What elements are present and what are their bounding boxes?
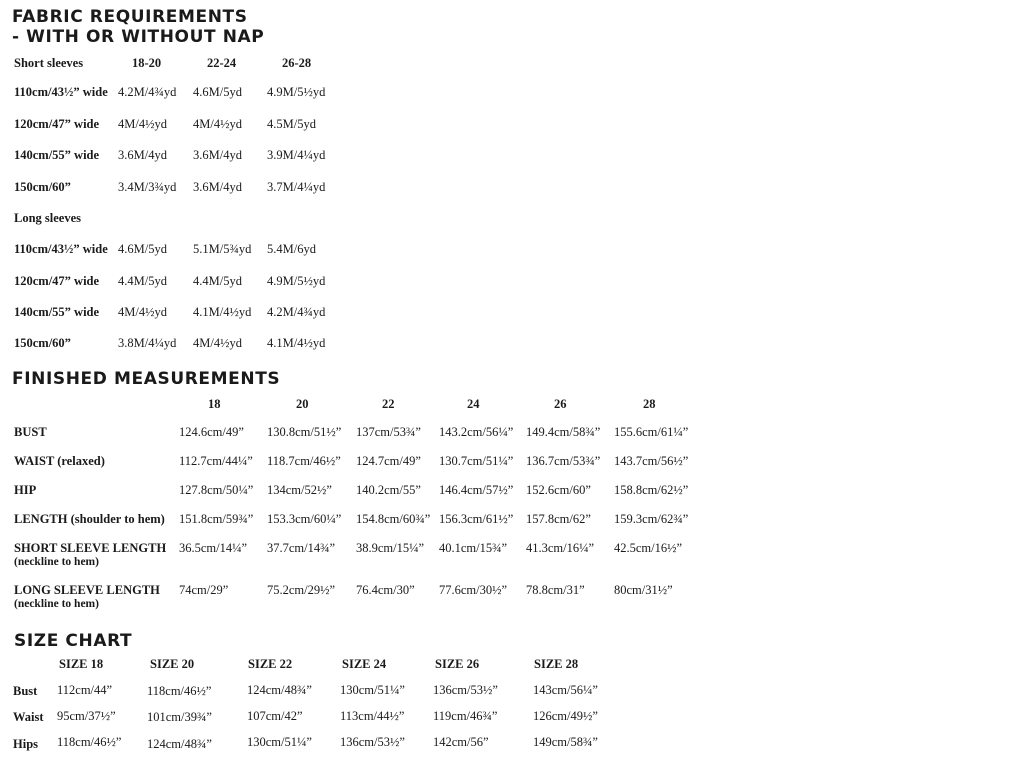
size-col-header: SIZE 24	[342, 657, 387, 671]
fabric-heading-line2: - WITH OR WITHOUT NAP	[12, 27, 265, 47]
fabric-width-label: 150cm/60”	[14, 180, 71, 194]
fabric-cell: 4.9M/5½yd	[267, 85, 326, 99]
size-col-header: SIZE 28	[534, 657, 579, 671]
fabric-cell: 3.6M/4yd	[193, 180, 242, 194]
fabric-cell: 4.9M/5½yd	[267, 274, 326, 288]
fabric-cell: 4M/4½yd	[193, 117, 242, 131]
fabric-cell: 3.4M/3¾yd	[118, 180, 177, 194]
finished-cell: 152.6cm/60”	[526, 483, 591, 497]
finished-cell: 124.7cm/49”	[356, 454, 421, 468]
fabric-cell: 4.4M/5yd	[193, 274, 242, 288]
fabric-cell: 4M/4½yd	[193, 336, 242, 350]
fabric-width-label: 120cm/47” wide	[14, 117, 100, 131]
fabric-col-header: 22-24	[207, 56, 237, 70]
size-cell: 142cm/56”	[433, 735, 489, 749]
size-cell: 124cm/48¾”	[247, 683, 312, 697]
fabric-cell: 5.4M/6yd	[267, 242, 316, 256]
fabric-cell: 4.4M/5yd	[118, 274, 167, 288]
finished-cell: 40.1cm/15¾”	[439, 541, 508, 555]
fabric-width-label: 150cm/60”	[14, 336, 71, 350]
size-row-label: Waist	[13, 710, 44, 724]
size-cell: 124cm/48¾”	[147, 737, 212, 751]
fabric-cell: 3.6M/4yd	[118, 148, 167, 162]
finished-cell: 124.6cm/49”	[179, 425, 244, 439]
size-cell: 112cm/44”	[57, 683, 113, 697]
finished-cell: 112.7cm/44¼”	[179, 454, 253, 468]
finished-row-sublabel: (neckline to hem)	[14, 556, 99, 568]
finished-cell: 143.2cm/56¼”	[439, 425, 514, 439]
size-row-label: Hips	[13, 737, 39, 751]
finished-cell: 140.2cm/55”	[356, 483, 421, 497]
finished-cell: 151.8cm/59¾”	[179, 512, 254, 526]
finished-cell: 74cm/29”	[179, 583, 229, 597]
fabric-cell: 4.6M/5yd	[193, 85, 242, 99]
finished-cell: 136.7cm/53¾”	[526, 454, 601, 468]
fabric-width-label: 140cm/55” wide	[14, 305, 100, 319]
size-cell: 101cm/39¾”	[147, 710, 212, 724]
fabric-cell: 5.1M/5¾yd	[193, 242, 252, 256]
size-col-header: SIZE 26	[435, 657, 480, 671]
finished-cell: 159.3cm/62¾”	[614, 512, 689, 526]
fabric-width-label: 140cm/55” wide	[14, 148, 100, 162]
finished-cell: 78.8cm/31”	[526, 583, 585, 597]
size-cell: 113cm/44½”	[340, 709, 405, 723]
fabric-col-header: 18-20	[132, 56, 162, 70]
finished-cell: 80cm/31½”	[614, 583, 673, 597]
size-cell: 130cm/51¼”	[340, 683, 405, 697]
finished-col-header: 20	[296, 397, 309, 411]
finished-cell: 42.5cm/16½”	[614, 541, 683, 555]
finished-cell: 77.6cm/30½”	[439, 583, 508, 597]
finished-col-header: 28	[643, 397, 656, 411]
finished-cell: 146.4cm/57½”	[439, 483, 514, 497]
finished-row-sublabel: (neckline to hem)	[14, 598, 99, 610]
finished-row-label	[14, 583, 160, 611]
finished-col-header: 26	[554, 397, 567, 411]
size-col-header: SIZE 18	[59, 657, 104, 671]
finished-cell: 75.2cm/29½”	[267, 583, 336, 597]
fabric-cell: 4.1M/4½yd	[267, 336, 326, 350]
finished-col-header: 18	[208, 397, 221, 411]
size-col-header: SIZE 22	[248, 657, 293, 671]
finished-col-header: 22	[382, 397, 395, 411]
finished-cell: 154.8cm/60¾”	[356, 512, 431, 526]
fabric-col-header: 26-28	[282, 56, 312, 70]
finished-row-label-main: LONG SLEEVE LENGTH	[14, 583, 160, 597]
finished-row-label-main: SHORT SLEEVE LENGTH	[14, 541, 167, 555]
finished-cell: 153.3cm/60¼”	[267, 512, 342, 526]
fabric-cell: 3.8M/4¼yd	[118, 336, 177, 350]
finished-row-label: LENGTH (shoulder to hem)	[14, 512, 165, 526]
size-cell: 126cm/49½”	[533, 709, 598, 723]
fabric-cell: 4.6M/5yd	[118, 242, 167, 256]
finished-cell: 130.8cm/51½”	[267, 425, 342, 439]
finished-cell: 130.7cm/51¼”	[439, 454, 514, 468]
finished-cell: 76.4cm/30”	[356, 583, 415, 597]
fabric-cell: 4.2M/4¾yd	[118, 85, 177, 99]
fabric-cell: 3.7M/4¼yd	[267, 180, 326, 194]
fabric-width-label: 110cm/43½” wide	[14, 85, 108, 99]
size-cell: 107cm/42”	[247, 709, 303, 723]
finished-cell: 158.8cm/62½”	[614, 483, 689, 497]
size-col-header: SIZE 20	[150, 657, 195, 671]
finished-cell: 36.5cm/14¼”	[179, 541, 248, 555]
finished-heading: FINISHED MEASUREMENTS	[12, 369, 281, 389]
finished-cell: 149.4cm/58¾”	[526, 425, 601, 439]
finished-cell: 134cm/52½”	[267, 483, 332, 497]
size-cell: 149cm/58¾”	[533, 735, 598, 749]
short-sleeves-label: Short sleeves	[14, 56, 84, 70]
fabric-cell: 4.1M/4½yd	[193, 305, 252, 319]
fabric-cell: 3.9M/4¼yd	[267, 148, 326, 162]
finished-col-header: 24	[467, 397, 480, 411]
finished-cell: 155.6cm/61¼”	[614, 425, 689, 439]
size-cell: 136cm/53½”	[340, 735, 405, 749]
finished-cell: 127.8cm/50¼”	[179, 483, 254, 497]
finished-cell: 137cm/53¾”	[356, 425, 421, 439]
fabric-cell: 4M/4½yd	[118, 117, 167, 131]
finished-row-label: WAIST (relaxed)	[14, 454, 105, 468]
fabric-cell: 4M/4½yd	[118, 305, 167, 319]
fabric-width-label: 120cm/47” wide	[14, 274, 100, 288]
long-sleeves-label: Long sleeves	[14, 211, 82, 225]
finished-cell: 41.3cm/16¼”	[526, 541, 595, 555]
size-cell: 95cm/37½”	[57, 709, 116, 723]
fabric-cell: 3.6M/4yd	[193, 148, 242, 162]
fabric-width-label: 110cm/43½” wide	[14, 242, 108, 256]
finished-row-label	[14, 541, 166, 569]
fabric-cell: 4.2M/4¾yd	[267, 305, 326, 319]
finished-row-label: BUST	[14, 425, 47, 439]
size-cell: 118cm/46½”	[147, 684, 212, 698]
finished-cell: 37.7cm/14¾”	[267, 541, 336, 555]
size-cell: 130cm/51¼”	[247, 735, 312, 749]
size-row-label: Bust	[13, 684, 38, 698]
size-chart-heading: SIZE CHART	[14, 631, 133, 651]
finished-cell: 156.3cm/61½”	[439, 512, 514, 526]
finished-cell: 38.9cm/15¼”	[356, 541, 425, 555]
finished-cell: 118.7cm/46½”	[267, 454, 341, 468]
finished-row-label: HIP	[14, 483, 37, 497]
fabric-cell: 4.5M/5yd	[267, 117, 316, 131]
size-cell: 118cm/46½”	[57, 735, 122, 749]
fabric-heading-line1: FABRIC REQUIREMENTS	[12, 7, 248, 27]
finished-cell: 143.7cm/56½”	[614, 454, 689, 468]
size-cell: 136cm/53½”	[433, 683, 498, 697]
size-cell: 143cm/56¼”	[533, 683, 598, 697]
finished-cell: 157.8cm/62”	[526, 512, 591, 526]
size-cell: 119cm/46¾”	[433, 709, 498, 723]
